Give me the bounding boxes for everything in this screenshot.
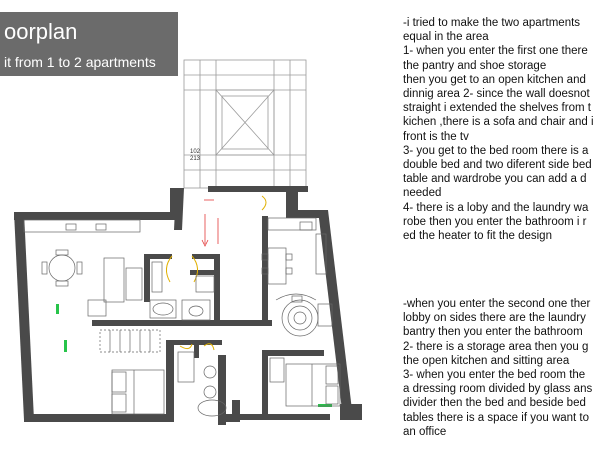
stair-label-1: 102 xyxy=(190,149,201,155)
staircase xyxy=(184,60,306,188)
note-line: -i tried to make the two apartments xyxy=(403,17,581,29)
page-title: oorplan xyxy=(4,19,78,44)
note-line: tables there is a space if you want to xyxy=(403,411,590,424)
entry-arrows xyxy=(202,200,218,246)
note-line: ed the heater to fit the design xyxy=(403,230,552,243)
stair-label-2: 213 xyxy=(190,156,201,162)
note-line: then you get to an open kitchen and xyxy=(403,73,586,86)
note-line: 1- when you enter the first one there xyxy=(403,45,588,58)
note-line: needed xyxy=(403,187,442,200)
notes-apartment-one xyxy=(403,16,600,243)
page-subtitle: it from 1 to 2 apartments xyxy=(4,54,156,70)
note-line: 3- when you enter the bed room the xyxy=(403,369,586,382)
furniture xyxy=(24,218,340,416)
note-line: a dressing room divided by glass ans xyxy=(403,383,593,396)
note-line: dinnig area 2- since the wall doesnot xyxy=(403,88,590,101)
note-line: double bed and two diferent side bed xyxy=(403,159,592,172)
note-line: robe then you enter the bathroom i r xyxy=(403,215,587,228)
note-line: equal in the area xyxy=(403,31,489,44)
note-line: 2- there is a storage area then you g xyxy=(403,340,589,353)
note-line: straight i extended the shelves from t xyxy=(403,102,591,115)
note-line: an office xyxy=(403,425,447,438)
note-line: divider then the bed and beside bed xyxy=(403,397,586,410)
note-line: bantry then you enter the bathroom xyxy=(403,326,583,339)
note-line: -when you enter the second one ther xyxy=(403,298,591,310)
note-line: table and wardrobe you can add a d xyxy=(403,173,587,186)
notes-apartment-two xyxy=(403,297,600,439)
note-line: front is the tv xyxy=(403,130,469,143)
note-line: kichen ,there is a sofa and chair and i xyxy=(403,116,594,129)
note-line: 3- you get to the bed room there is a xyxy=(403,144,589,157)
note-line: the open kitchen and sitting area xyxy=(403,354,570,367)
note-line: lobby on sides there are the laundry xyxy=(403,312,586,325)
note-line: 4- there is a loby and the laundry wa xyxy=(403,201,589,214)
note-line: the pantry and shoe storage xyxy=(403,59,547,72)
